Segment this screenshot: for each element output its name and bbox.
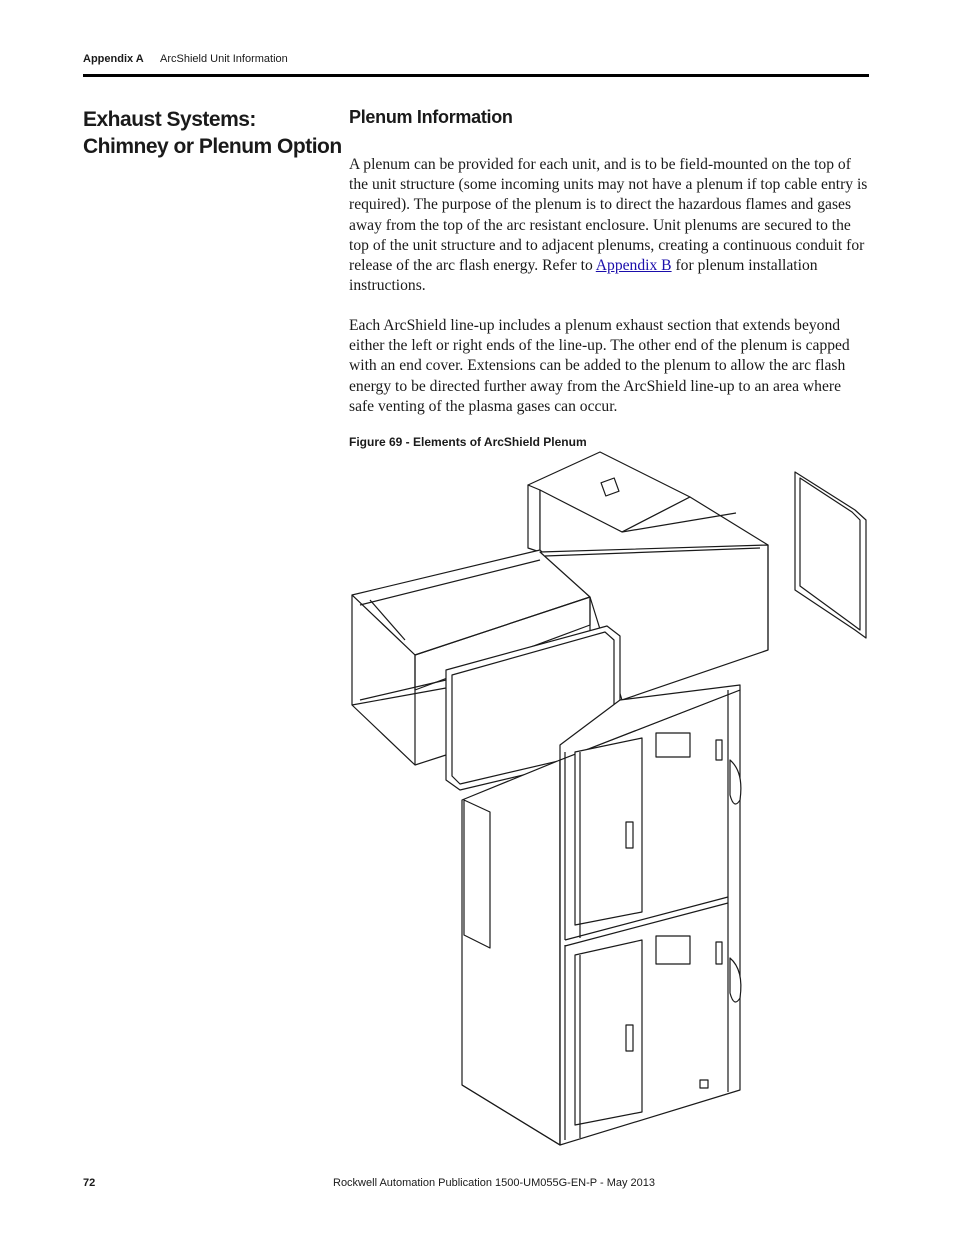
appendix-b-link[interactable]: Appendix B [595, 257, 672, 275]
paragraph-plenum-exhaust: Each ArcShield line-up includes a plenum exhaust section that extends beyond either the left or right ends of the line-up. The other end of the plenum is capped with an end cover. Extensions can be added to the plenum to allow the arc flash energy to be directed further away from the ArcShield line-up to an area where safe venting of the plasma gases can occur. [349, 317, 850, 415]
figure-caption: Figure 69 - Elements of ArcShield Plenum [349, 435, 587, 449]
page-number: 72 [83, 1177, 96, 1189]
plenum-diagram [340, 445, 880, 1155]
header-appendix-label: Appendix A [83, 53, 144, 65]
paragraph-text: A plenum can be provided for each unit, and is to be field-mounted on the top of the unit structure (some incoming units may not have a plenum if top cable entry is required). The purpose of the plenum is to direct the hazardous flames and gases away from the top of the arc resistant enclosure. Unit plenums are secured to the top of the unit structure and to adjacent plenums, creating a continuous conduit for release of the arc flash energy. Refer to [349, 156, 868, 275]
main-heading: Exhaust Systems: Chimney or Plenum Option [83, 108, 342, 158]
section-heading: Plenum Information [349, 107, 513, 127]
publication-info: Rockwell Automation Publication 1500-UM055G-EN-P - May 2013 [333, 1177, 656, 1189]
header-section-title: ArcShield Unit Information [160, 53, 288, 65]
paragraph-text: for plenum installation instructions. [349, 257, 818, 295]
end-cover-panel [795, 472, 866, 638]
header-rule [83, 74, 869, 77]
paragraph-plenum-description [349, 155, 869, 296]
